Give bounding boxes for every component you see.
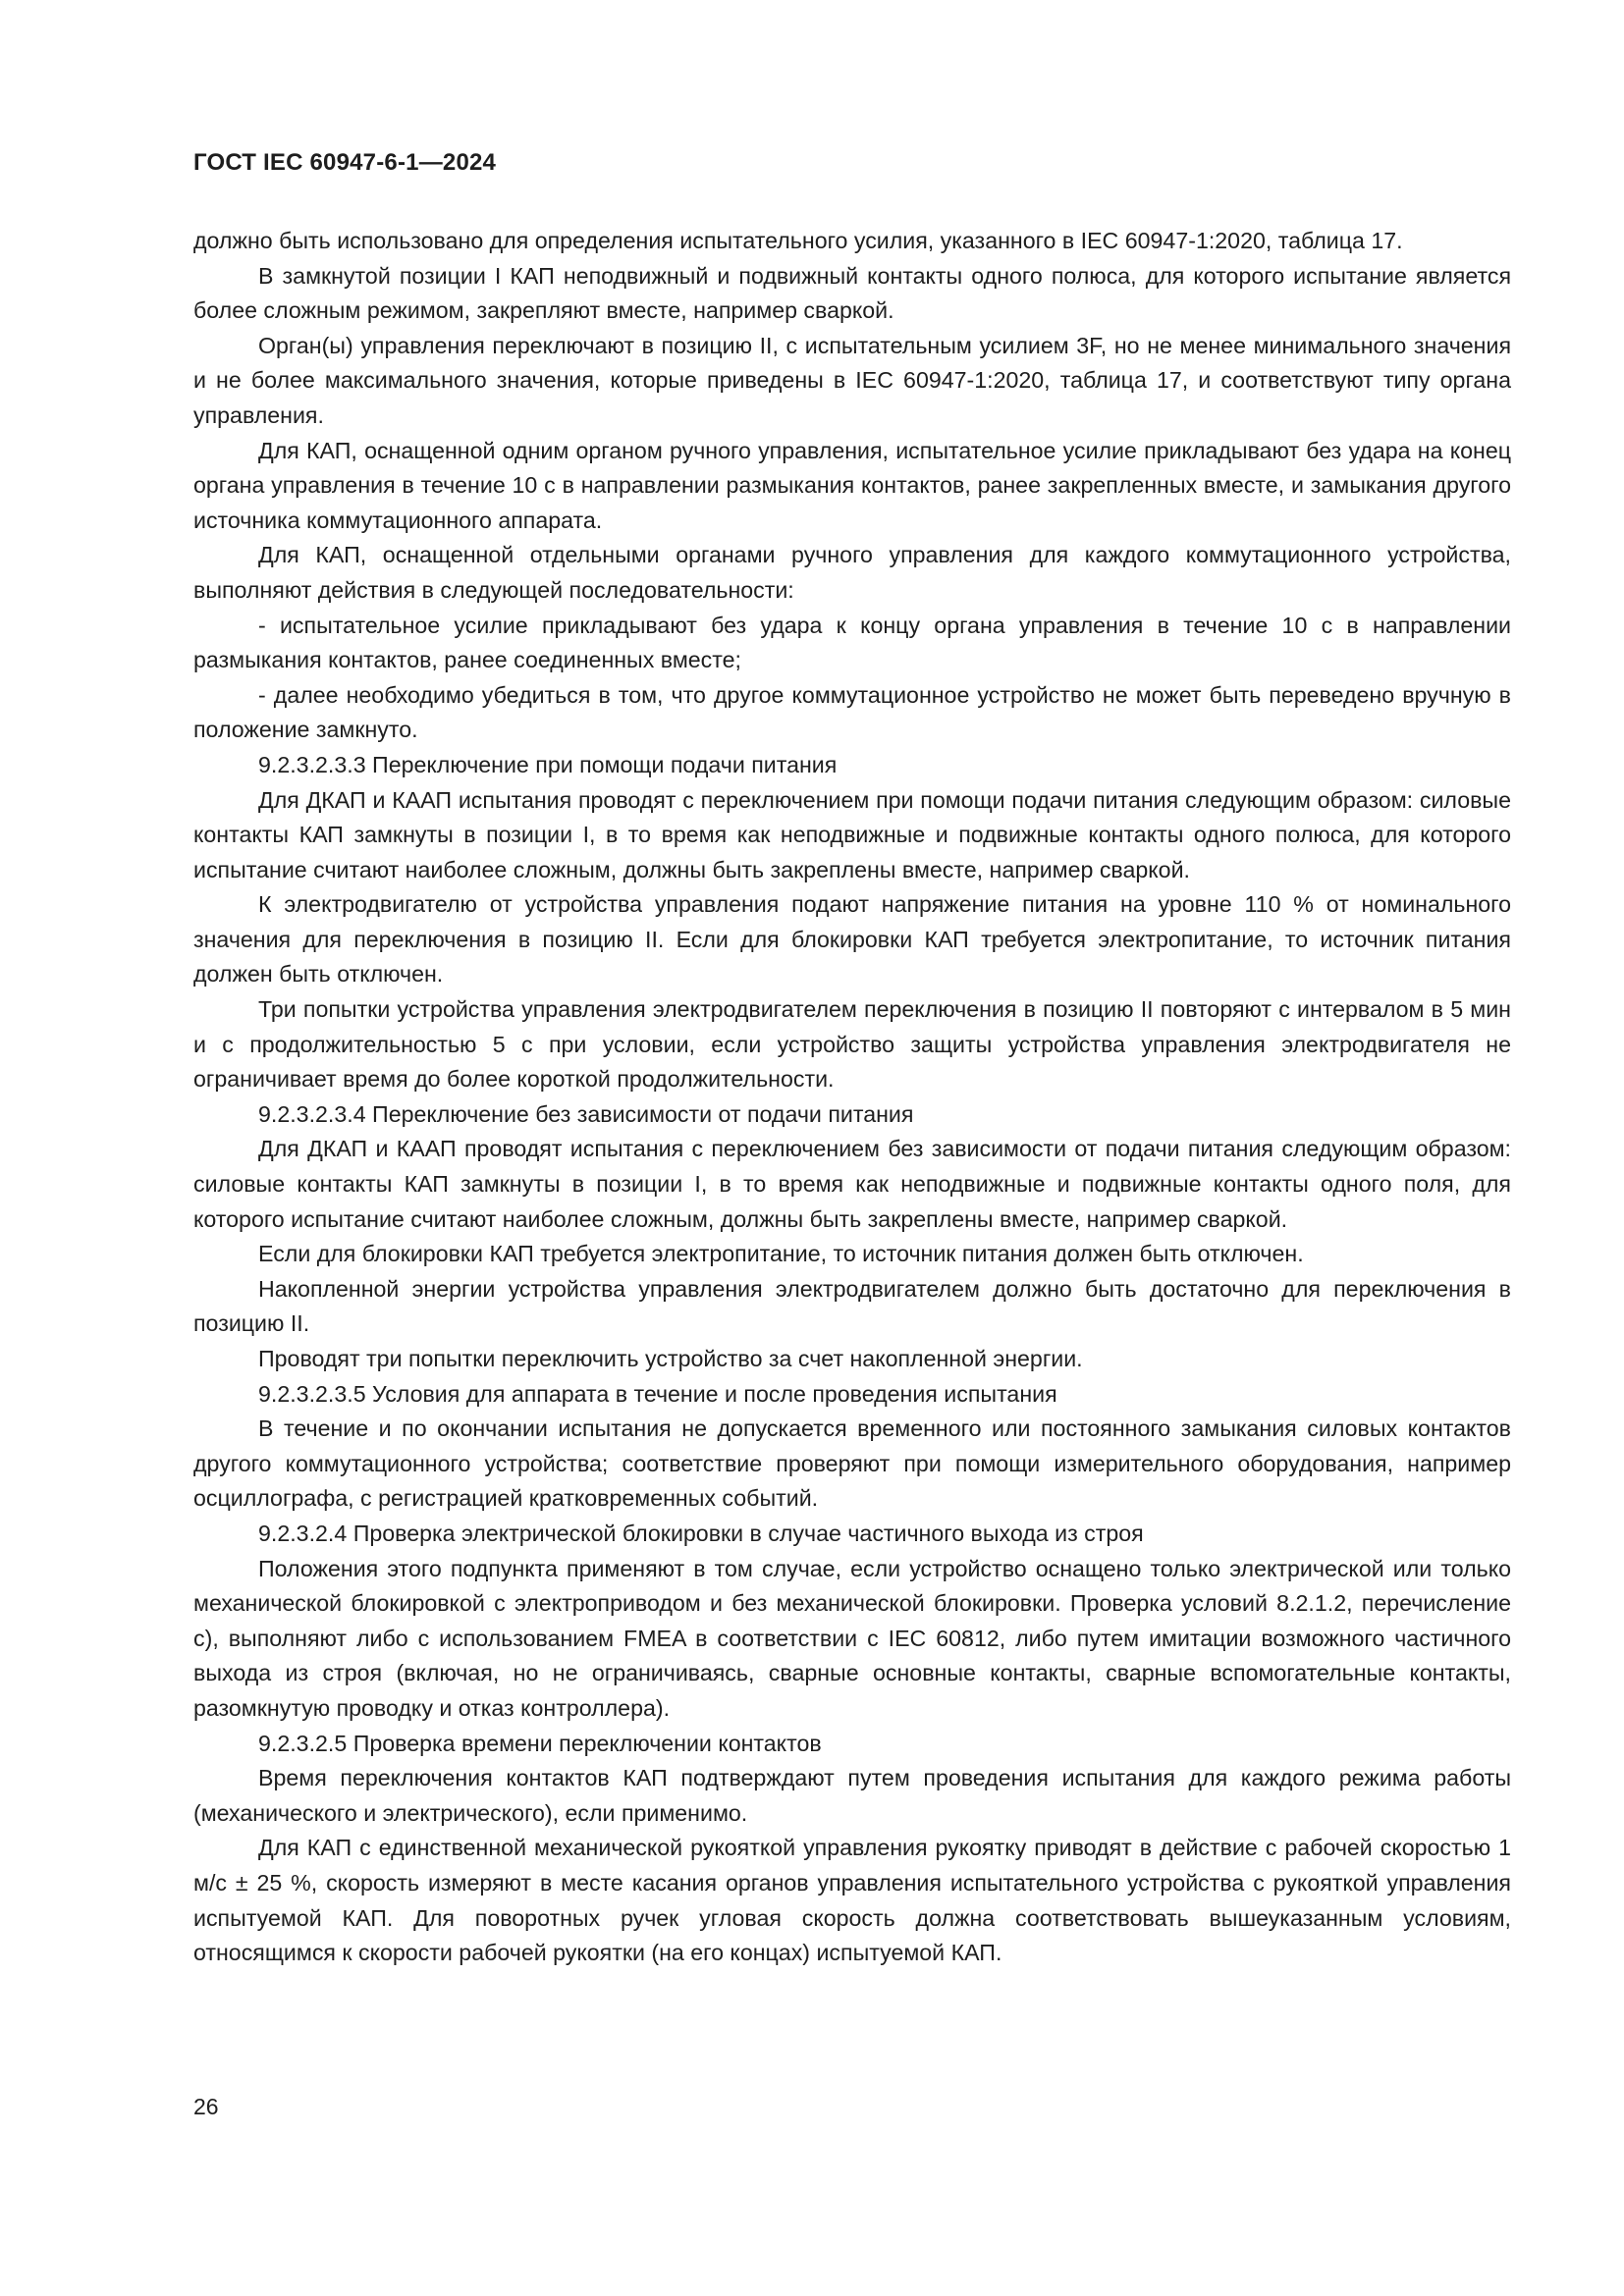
- paragraph: Для КАП, оснащенной одним органом ручного управления, испытательное усилие прикладывают без удара на конец органа управления в течение 10 с в направлении размыкания контактов, ранее закрепленных вместе, и замыкания другого источника коммутационного аппарата.: [193, 437, 1511, 533]
- paragraph: Накопленной энергии устройства управления электродвигателем должно быть достаточно для переключения в позицию II.: [193, 1275, 1511, 1337]
- paragraph: К электродвигателю от устройства управления подают напряжение питания на уровне 110 % от номинального значения для переключения в позицию II. Если для блокировки КАП требуется электропитание, то источник питания должен быть отключен.: [193, 891, 1511, 988]
- paragraph: Для ДКАП и КААП проводят испытания с переключением без зависимости от подачи питания следующим образом: силовые контакты КАП замкнуты в позиции I, в то время как неподвижные и подвижные контакты одного поля, для которого испытание считают наиболее сложным, должны быть закреплены вместе, например сваркой.: [193, 1136, 1511, 1232]
- paragraph: Для КАП, оснащенной отдельными органами ручного управления для каждого коммутационного устройства, выполняют действия в следующей последовательности:: [193, 542, 1511, 603]
- paragraph: Для ДКАП и КААП испытания проводят с переключением при помощи подачи питания следующим образом: силовые контакты КАП замкнуты в позиции I, в то время как неподвижные и подвижные контакты одного полюса, для которого испытание считают наиболее сложным, должны быть закреплены вместе, например сваркой.: [193, 786, 1511, 882]
- document-header: ГОСТ IEC 60947-6-1—2024: [193, 149, 497, 176]
- paragraph: Если для блокировки КАП требуется электропитание, то источник питания должен быть отключен.: [258, 1241, 1304, 1267]
- paragraph: В замкнутой позиции I КАП неподвижный и подвижный контакты одного полюса, для которого испытание является более сложным режимом, закрепляют вместе, например сваркой.: [193, 262, 1511, 324]
- section-heading: 9.2.3.2.4 Проверка электрической блокировки в случае частичного выхода из строя: [258, 1520, 1144, 1546]
- document-body: [193, 224, 1511, 1971]
- page-number: 26: [193, 2094, 219, 2119]
- paragraph: Три попытки устройства управления электродвигателем переключения в позицию II повторяют с интервалом в 5 мин и с продолжительностью 5 с при условии, если устройство защиты устройства управления электродвигателя не ограничивает время до более короткой продолжительности.: [193, 996, 1511, 1093]
- section-heading: 9.2.3.2.5 Проверка времени переключении контактов: [258, 1730, 822, 1756]
- list-item: - испытательное усилие прикладывают без удара к концу органа управления в течение 10 с в направлении размыкания контактов, ранее соединенных вместе;: [193, 612, 1511, 673]
- paragraph: Положения этого подпункта применяют в том случае, если устройство оснащено только электрической или только механической блокировкой с электроприводом и без механической блокировки. Проверка условий 8.2.1.2, перечисление с), выполняют либо с использованием FMEA в соответствии с IEC 60812, либо путем имитации возможного частичного выхода из строя (включая, но не ограничиваясь, сварные основные контакты, сварные вспомогательные контакты, разомкнутую проводку и отказ контроллера).: [193, 1555, 1511, 1721]
- paragraph: Время переключения контактов КАП подтверждают путем проведения испытания для каждого режима работы (механического и электрического), если применимо.: [193, 1765, 1511, 1826]
- section-heading: 9.2.3.2.3.4 Переключение без зависимости от подачи питания: [258, 1100, 914, 1127]
- section-heading: 9.2.3.2.3.3 Переключение при помощи подачи питания: [258, 751, 838, 777]
- paragraph: Для КАП с единственной механической рукояткой управления рукоятку приводят в действие с рабочей скоростью 1 м/с ± 25 %, скорость измеряют в месте касания органов управления испытательного устройства с рукояткой управления испытуемой КАП. Для поворотных ручек угловая скорость должна соответствовать вышеуказанным условиям, относящимся к скорости рабочей рукоятки (на его концах) испытуемой КАП.: [193, 1835, 1511, 1966]
- paragraph: должно быть использовано для определения испытательного усилия, указанного в IEC 60947-1:2020, таблица 17.: [193, 228, 1403, 253]
- list-item: - далее необходимо убедиться в том, что другое коммутационное устройство не может быть переведено вручную в положение замкнуто.: [193, 681, 1511, 743]
- paragraph: Проводят три попытки переключить устройство за счет накопленной энергии.: [258, 1346, 1083, 1371]
- section-heading: 9.2.3.2.3.5 Условия для аппарата в течение и после проведения испытания: [258, 1380, 1057, 1407]
- paragraph: Орган(ы) управления переключают в позицию II, с испытательным усилием 3F, но не менее минимального значения и не более максимального значения, которые приведены в IEC 60947-1:2020, таблица 17, и соответствуют типу органа управления.: [193, 332, 1511, 428]
- paragraph: В течение и по окончании испытания не допускается временного или постоянного замыкания силовых контактов другого коммутационного устройства; соответствие проверяют при помощи измерительного оборудования, например осциллографа, с регистрацией кратковременных событий.: [193, 1415, 1511, 1512]
